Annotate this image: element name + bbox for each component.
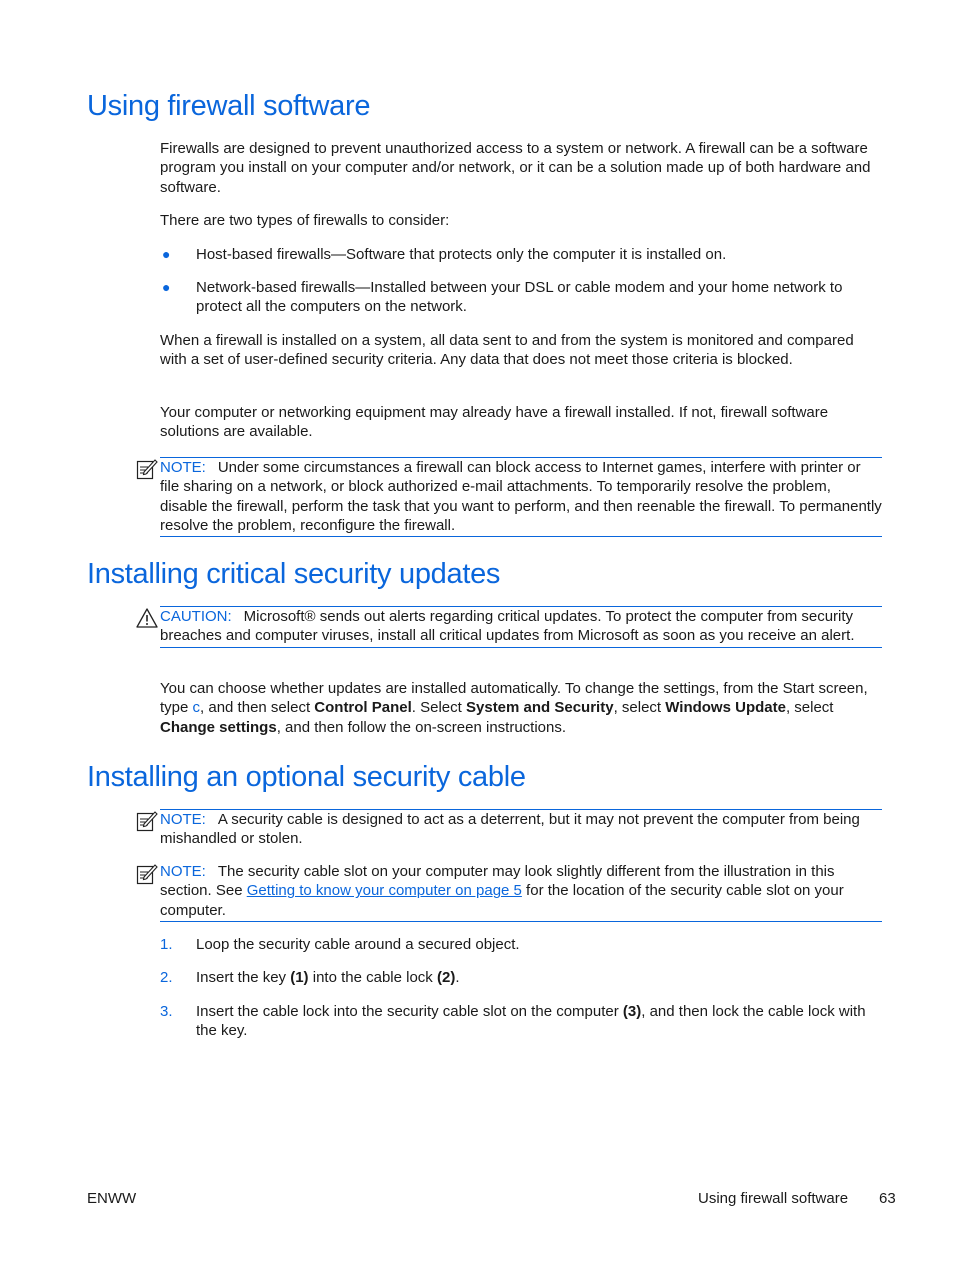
text-run: . — [455, 969, 460, 986]
text-run: into the cable lock — [308, 969, 437, 986]
cable-note-2 — [160, 862, 882, 922]
firewall-paragraph-4: Your computer or networking equipment may already have a firewall installed. If not, firewall software solutions are available. — [160, 404, 829, 441]
step-number: 1. — [160, 936, 173, 953]
callout-number: (3) — [622, 1003, 642, 1020]
text-run: Loop the security cable around a secured object. — [196, 936, 520, 953]
ui-term-system-security: System and Security — [466, 699, 614, 717]
caution-icon — [136, 607, 158, 629]
ui-term-change-settings: Change settings — [160, 718, 277, 736]
ui-term-windows-update: Windows Update — [665, 699, 786, 717]
firewall-paragraph-2: There are two types of firewalls to consider: — [160, 212, 450, 229]
typed-text: c — [192, 699, 201, 717]
note-icon — [136, 810, 158, 832]
text-run: Insert the key — [196, 969, 291, 986]
section-heading-cable: Installing an optional security cable — [87, 761, 526, 793]
text-run: You can choose whether updates are installed automatically. To change the settings, from the Start screen, type — [160, 680, 868, 717]
text-run: , and then follow the on-screen instructions. — [276, 718, 567, 736]
note-icon — [136, 863, 158, 885]
ui-term-control-panel: Control Panel — [314, 699, 412, 717]
text-run: , and then select — [200, 699, 315, 717]
text-run: , select — [613, 699, 666, 717]
note-label: NOTE: — [160, 863, 206, 880]
updates-paragraph — [160, 679, 882, 737]
step-text — [196, 935, 882, 954]
step-text — [196, 968, 882, 987]
callout-number: (2) — [436, 969, 456, 986]
note-text: Under some circumstances a firewall can block access to Internet games, interfere with printer or file sharing on a network, or block authorized e-mail attachments. To temporarily resolve the problem, disable the firewall, perform the task that you want to perform, and then reenable the firewall. To permanently resolve the problem, reconfigure the firewall. — [160, 459, 882, 534]
callout-number: (1) — [290, 969, 309, 986]
bullet-icon: ● — [162, 279, 171, 295]
section-heading-updates: Installing critical security updates — [87, 558, 501, 590]
caution-text: Microsoft® sends out alerts regarding critical updates. To protect the computer from security breaches and computer viruses, install all critical updates from Microsoft as soon as you receive an alert. — [160, 608, 855, 645]
note-text: A security cable is designed to act as a deterrent, but it may not prevent the computer from being mishandled or stolen. — [160, 811, 860, 848]
firewall-paragraph-1: Firewalls are designed to prevent unauthorized access to a system or network. A firewall can be a software program you install on your computer and/or network, or it can be a solution made up of both hardware and software. — [160, 140, 871, 196]
text-run: . Select — [411, 699, 466, 717]
bullet-icon: ● — [162, 246, 171, 262]
section-heading-firewall: Using firewall software — [87, 90, 371, 122]
note-text: for the location of the security cable slot on your computer. — [160, 882, 844, 919]
step-number: 3. — [160, 1003, 173, 1020]
cable-note-1 — [160, 809, 882, 850]
firewall-note — [160, 457, 882, 537]
note-icon — [136, 458, 158, 480]
caution-label: CAUTION: — [160, 608, 232, 625]
text-run: , select — [785, 699, 834, 717]
footer-left: ENWW — [87, 1190, 137, 1207]
getting-to-know-link[interactable]: Getting to know your computer on page 5 — [246, 882, 522, 900]
step-text — [196, 1002, 882, 1041]
note-label: NOTE: — [160, 459, 206, 476]
firewall-paragraph-3: When a firewall is installed on a system, all data sent to and from the system is monitored and compared with a set of user-defined security criteria. Any data that does not meet those criteria is blocked. — [160, 332, 854, 369]
step-number: 2. — [160, 969, 173, 986]
note-text: The security cable slot on your computer may look slightly different from the illustration in this section. See — [160, 863, 835, 900]
list-item-text: Host-based firewalls—Software that protects only the computer it is installed on. — [196, 246, 727, 263]
caution-box — [160, 606, 882, 648]
footer-section-title: Using firewall software — [698, 1190, 849, 1207]
text-run: Insert the cable lock into the security cable slot on the computer — [196, 1003, 623, 1020]
note-label: NOTE: — [160, 811, 206, 828]
text-run: , and then lock the cable lock with the key. — [196, 1003, 866, 1040]
list-item-text: Network-based firewalls—Installed between your DSL or cable modem and your home network to protect all the computers on the network. — [196, 279, 843, 316]
page-number: 63 — [879, 1190, 896, 1207]
